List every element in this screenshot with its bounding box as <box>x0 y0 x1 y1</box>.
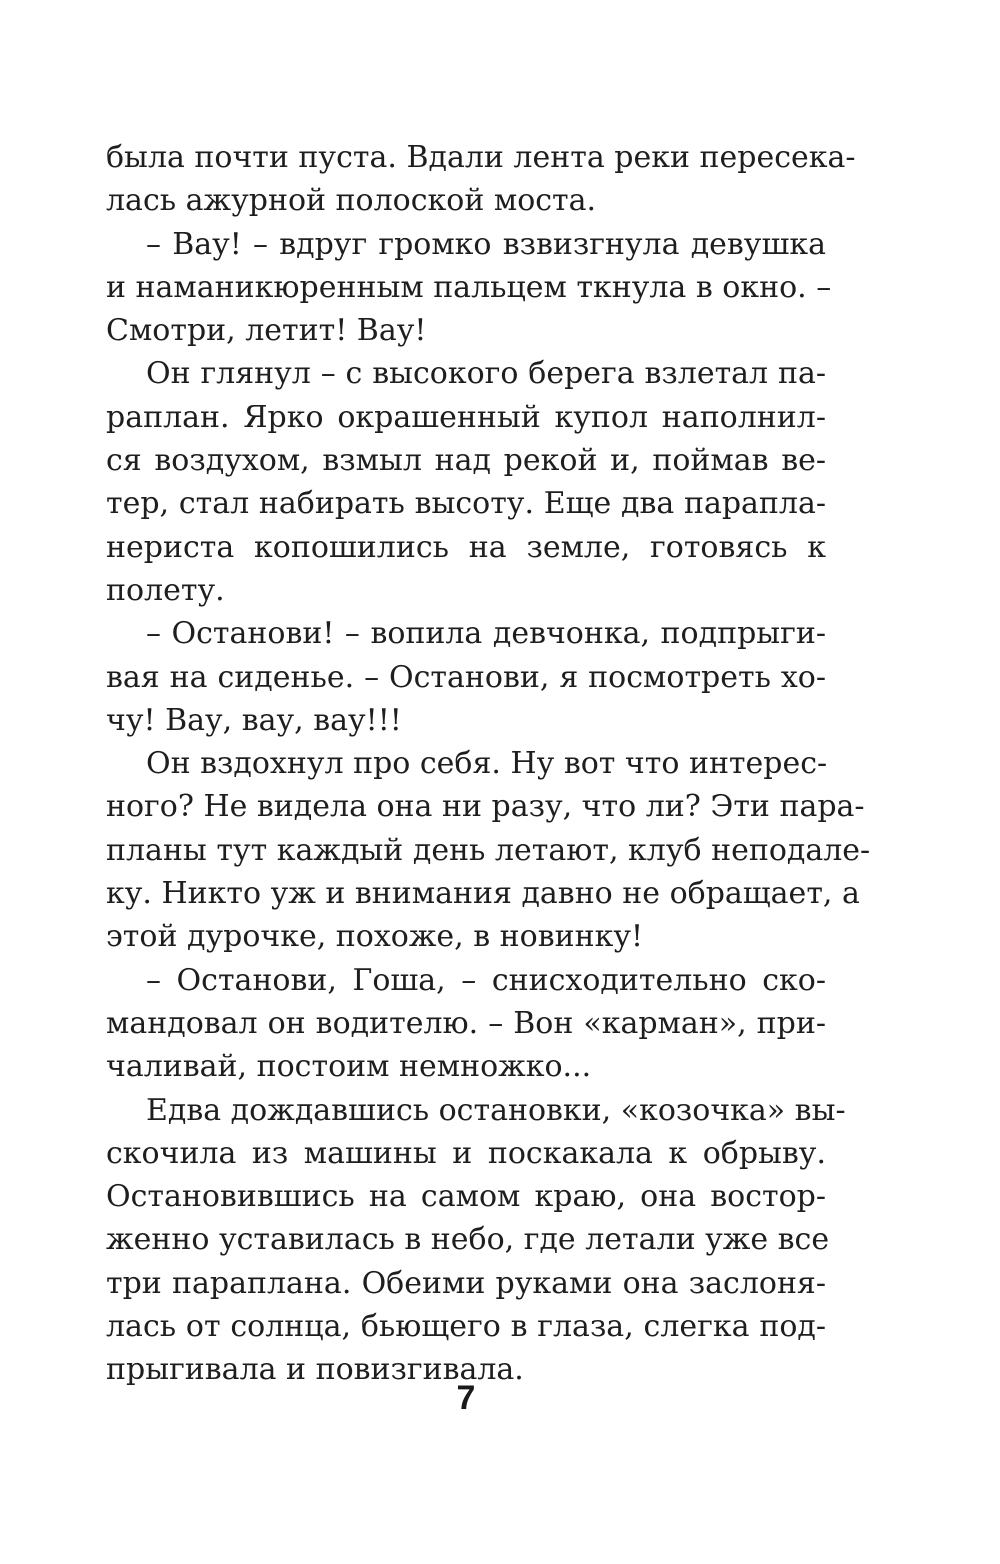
text-line: три параплана. Обеими руками она заслоня- <box>106 1265 826 1301</box>
paragraph <box>106 1089 846 1392</box>
text-line: и наманикюренным пальцем ткнула в окно. – <box>106 269 832 305</box>
text-line: ного? Не видела она ни разу, что ли? Эти пара- <box>106 789 865 825</box>
text-line: ся воздухом, взмыл над рекой и, поймав ве- <box>106 443 826 479</box>
text-line: тер, стал набирать высоту. Еще два парапла- <box>106 486 826 522</box>
text-line: прыгивала и повизгивала. <box>106 1352 524 1388</box>
text-line: – Останови! – вопила девчонка, подпрыги- <box>146 616 826 652</box>
text-line: Смотри, летит! Вау! <box>106 313 427 349</box>
text-line: лась от солнца, бьющего в глаза, слегка под- <box>106 1309 826 1345</box>
paragraph <box>106 742 871 958</box>
body-text <box>106 136 871 1392</box>
text-line: вая на сиденье. – Останови, я посмотреть хо- <box>106 659 826 695</box>
text-line: – Останови, Гоша, – снисходительно ско- <box>146 962 826 998</box>
text-line: мандовал он водителю. – Вон «карман», при- <box>106 1005 826 1041</box>
text-line: лась ажурной полоской моста. <box>106 183 597 219</box>
text-line: ку. Никто уж и внимания давно не обращает, а <box>106 876 860 912</box>
text-line: женно уставилась в небо, где летали уже все <box>106 1222 830 1258</box>
text-line: нериста копошились на земле, готовясь к <box>106 529 826 565</box>
text-line: – Вау! – вдруг громко взвизгнула девушка <box>146 226 826 262</box>
paragraph <box>106 612 826 742</box>
text-line: этой дурочке, похоже, в новинку! <box>106 919 644 955</box>
text-line: чу! Вау, вау, вау!!! <box>106 702 402 738</box>
paragraph <box>106 223 832 353</box>
text-line: полету. <box>106 572 225 608</box>
text-line: чаливай, постоим немножко... <box>106 1049 592 1085</box>
paragraph <box>106 136 856 223</box>
text-line: раплан. Ярко окрашенный купол наполнил- <box>106 399 826 435</box>
text-line: Он вздохнул про себя. Ну вот что интерес- <box>146 746 828 782</box>
page-number: 7 <box>456 1379 476 1417</box>
text-line: Едва дождавшись остановки, «козочка» вы- <box>146 1092 846 1128</box>
text-line: скочила из машины и поскакала к обрыву. <box>106 1135 826 1171</box>
text-line: Остановившись на самом краю, она востор- <box>106 1179 826 1215</box>
text-line: планы тут каждый день летают, клуб неподале- <box>106 832 871 868</box>
text-line: была почти пуста. Вдали лента реки пересека- <box>106 140 856 175</box>
paragraph <box>106 959 826 1089</box>
paragraph <box>106 352 826 612</box>
text-line: Он глянул – с высокого берега взлетал па- <box>146 356 826 392</box>
